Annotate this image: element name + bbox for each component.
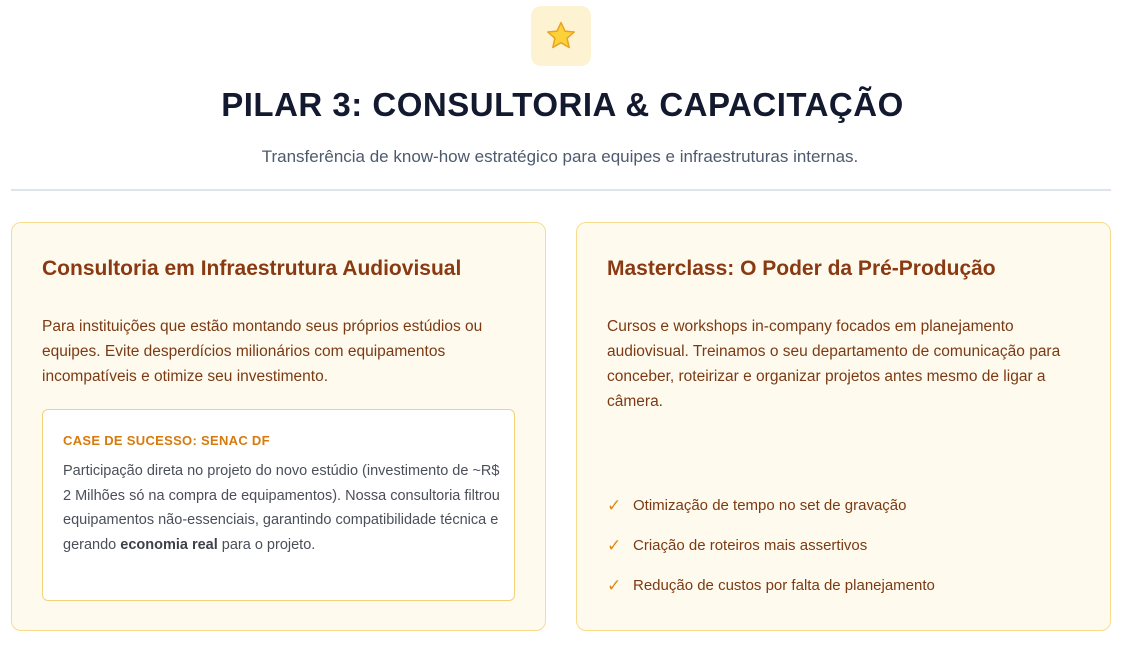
list-item-label: Criação de roteiros mais assertivos xyxy=(633,536,868,554)
case-study-text-start: Participação direta no projeto do novo estúdio (investimento de ~R$ 2 Milhões só na compra de equipamentos). Nossa consultoria filtrou equipamentos não-essenciais, garantindo compatibilidade técnica e gerando xyxy=(63,463,500,553)
card-title: Consultoria em Infraestrutura Audiovisual xyxy=(42,257,462,280)
checkmark-icon: ✓ xyxy=(607,495,622,515)
page-subtitle: Transferência de know-how estratégico para equipes e infraestruturas internas. xyxy=(261,147,859,166)
card-consultoria xyxy=(11,222,546,631)
section-divider xyxy=(11,189,1111,191)
star-icon xyxy=(545,20,577,52)
list-item-label: Otimização de tempo no set de gravação xyxy=(633,496,907,514)
page-title: PILAR 3: CONSULTORIA & CAPACITAÇÃO xyxy=(221,86,904,123)
checkmark-icon: ✓ xyxy=(607,535,622,555)
card-masterclass xyxy=(576,222,1111,631)
checkmark-icon: ✓ xyxy=(607,575,622,595)
list-item xyxy=(607,533,1077,557)
case-study-highlight: economia real xyxy=(120,536,218,553)
card-description: Para instituições que estão montando seus próprios estúdios ou equipes. Evite desperdícios milionários com equipamentos incompatíveis e otimize seu investimento. xyxy=(42,318,483,385)
case-study-box xyxy=(42,409,515,601)
card-description: Cursos e workshops in-company focados em planejamento audiovisual. Treinamos o seu departamento de comunicação para conceber, roteirizar e organizar projetos antes mesmo de ligar a câmera. xyxy=(607,318,1061,410)
case-study-text xyxy=(63,459,503,557)
list-item-label: Redução de custos por falta de planejamento xyxy=(633,576,935,594)
star-badge xyxy=(531,6,591,66)
list-item xyxy=(607,573,1077,597)
case-study-text-end: para o projeto. xyxy=(217,536,316,553)
case-study-title: CASE DE SUCESSO: SENAC DF xyxy=(63,433,270,448)
card-title: Masterclass: O Poder da Pré-Produção xyxy=(607,257,996,280)
list-item xyxy=(607,493,1077,517)
